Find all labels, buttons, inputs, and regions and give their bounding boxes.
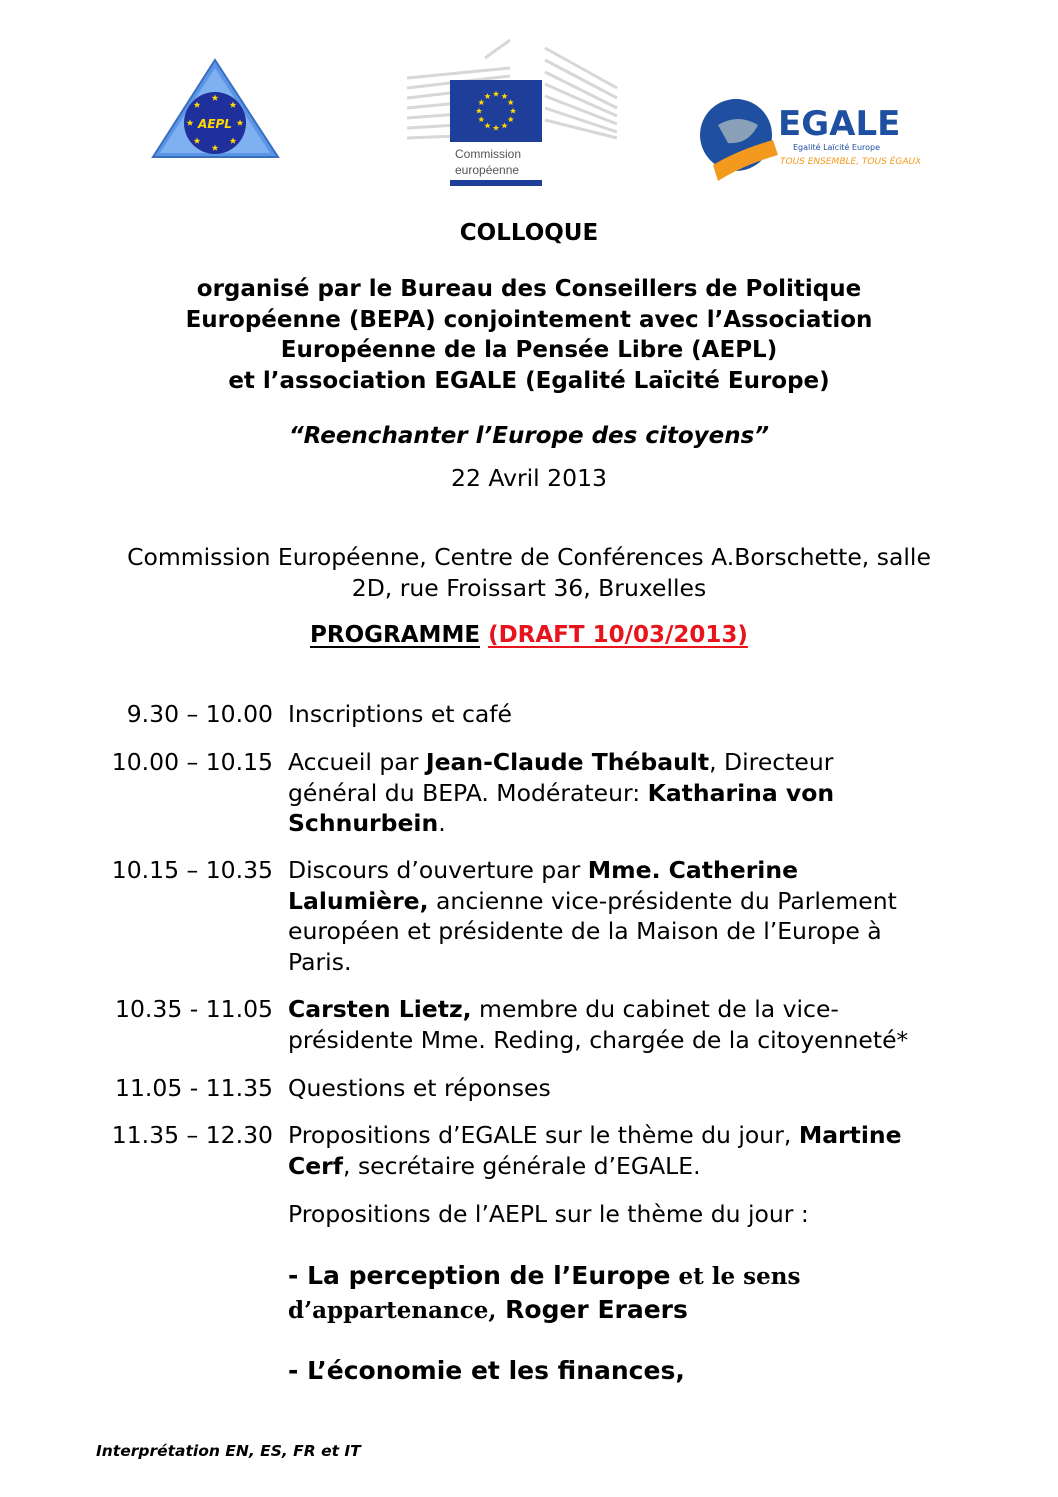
item-line xyxy=(288,1025,908,1056)
item-line xyxy=(288,808,446,839)
egale-logo-subtitle: Egalité Laïcité Europe xyxy=(793,143,881,152)
item-text: européen et présidente de la Maison de l’Europe à xyxy=(288,917,882,945)
item-line xyxy=(288,994,839,1025)
egale-logo xyxy=(698,95,920,183)
colloque-theme: “Reenchanter l’Europe des citoyens” xyxy=(288,423,770,449)
programme-heading xyxy=(0,620,1058,650)
item-line xyxy=(288,1073,551,1104)
item-text: Accueil par xyxy=(288,748,426,776)
programme-time: 11.05 - 11.35 xyxy=(115,1074,273,1102)
item-line xyxy=(288,1120,902,1151)
programme-time: 9.30 – 10.00 xyxy=(126,700,273,728)
item-line xyxy=(288,747,833,778)
item-text: d’appartenance, xyxy=(288,1297,497,1324)
organizer-block xyxy=(0,274,1058,396)
organizer-line: et l’association EGALE (Egalité Laïcité Europe) xyxy=(228,367,830,394)
speaker-or-emphasis: Schnurbein xyxy=(288,809,439,837)
commission-logo-line2: européenne xyxy=(455,163,520,177)
item-text: Inscriptions et café xyxy=(288,700,513,728)
item-text: , secrétaire générale d’EGALE. xyxy=(343,1151,701,1180)
item-line xyxy=(288,947,351,978)
programme-time: 11.35 – 12.30 xyxy=(111,1121,273,1149)
item-text: Discours d’ouverture par xyxy=(288,856,588,884)
item-text: général du BEPA. Modérateur: xyxy=(288,778,648,807)
programme-time: 10.15 – 10.35 xyxy=(111,856,273,884)
item-text: et le sens xyxy=(670,1263,801,1290)
speaker-or-emphasis: - L’économie et les finances, xyxy=(288,1356,685,1385)
item-line xyxy=(288,778,834,809)
item-text: . xyxy=(438,809,446,837)
item-text: Questions et réponses xyxy=(288,1074,551,1102)
item-line xyxy=(288,1293,688,1328)
programme-time: 10.35 - 11.05 xyxy=(115,995,273,1023)
item-text: membre du cabinet de la vice- xyxy=(471,995,839,1023)
organizer-line: Européenne de la Pensée Libre (AEPL) xyxy=(280,337,778,363)
speaker-or-emphasis: Cerf xyxy=(288,1151,343,1180)
speaker-or-emphasis: - La perception de l’Europe xyxy=(288,1261,671,1290)
speaker-or-emphasis: Martine xyxy=(798,1121,902,1149)
organizer-line: organisé par le Bureau des Conseillers de Politique xyxy=(196,276,862,302)
item-line xyxy=(288,1354,685,1388)
speaker-or-emphasis: Carsten Lietz, xyxy=(288,995,472,1023)
speaker-or-emphasis: Jean-Claude Thébault xyxy=(425,748,710,776)
speaker-or-emphasis: Katharina von xyxy=(647,778,835,807)
speaker-or-emphasis: Roger Eraers xyxy=(496,1295,688,1324)
venue xyxy=(0,542,1058,603)
item-text: Paris. xyxy=(288,947,352,976)
item-line xyxy=(288,1151,701,1182)
item-line xyxy=(288,855,798,886)
venue-line: 2D, rue Froissart 36, Bruxelles xyxy=(351,573,707,602)
egale-logo-slogan: TOUS ENSEMBLE, TOUS ÉGAUX xyxy=(780,157,920,167)
item-line xyxy=(288,916,882,947)
egale-logo-name: EGALE xyxy=(778,104,901,144)
aepl-proposals-intro: Propositions de l’AEPL sur le thème du jour : xyxy=(288,1200,809,1228)
item-line xyxy=(288,1259,800,1294)
organizer-line: Européenne (BEPA) conjointement avec l’Association xyxy=(185,306,873,333)
item-text: présidente Mme. Reding, chargée de la citoyenneté* xyxy=(288,1025,909,1054)
colloque-title: COLLOQUE xyxy=(459,220,599,246)
draft-label: (DRAFT 10/03/2013) xyxy=(488,622,748,648)
aepl-logo-text: AEPL xyxy=(198,117,232,131)
item-text: , Directeur xyxy=(709,748,834,776)
programme-time: 10.00 – 10.15 xyxy=(111,748,273,776)
programme-label: PROGRAMME xyxy=(310,622,481,648)
speaker-or-emphasis: Mme. Catherine xyxy=(587,856,799,884)
item-line xyxy=(288,699,512,730)
commission-logo-line1: Commission xyxy=(455,147,522,161)
item-line xyxy=(288,886,897,917)
european-commission-logo xyxy=(405,38,620,190)
interpretation-note: Interprétation EN, ES, FR et IT xyxy=(96,1442,361,1460)
speaker-or-emphasis: Lalumière, xyxy=(288,886,429,915)
event-date: 22 Avril 2013 xyxy=(451,464,607,492)
item-text: ancienne vice-présidente du Parlement xyxy=(428,886,897,915)
aepl-logo xyxy=(150,58,280,160)
item-text: Propositions d’EGALE sur le thème du jour, xyxy=(288,1121,799,1149)
venue-line: Commission Européenne, Centre de Conférences A.Borschette, salle xyxy=(127,543,931,571)
